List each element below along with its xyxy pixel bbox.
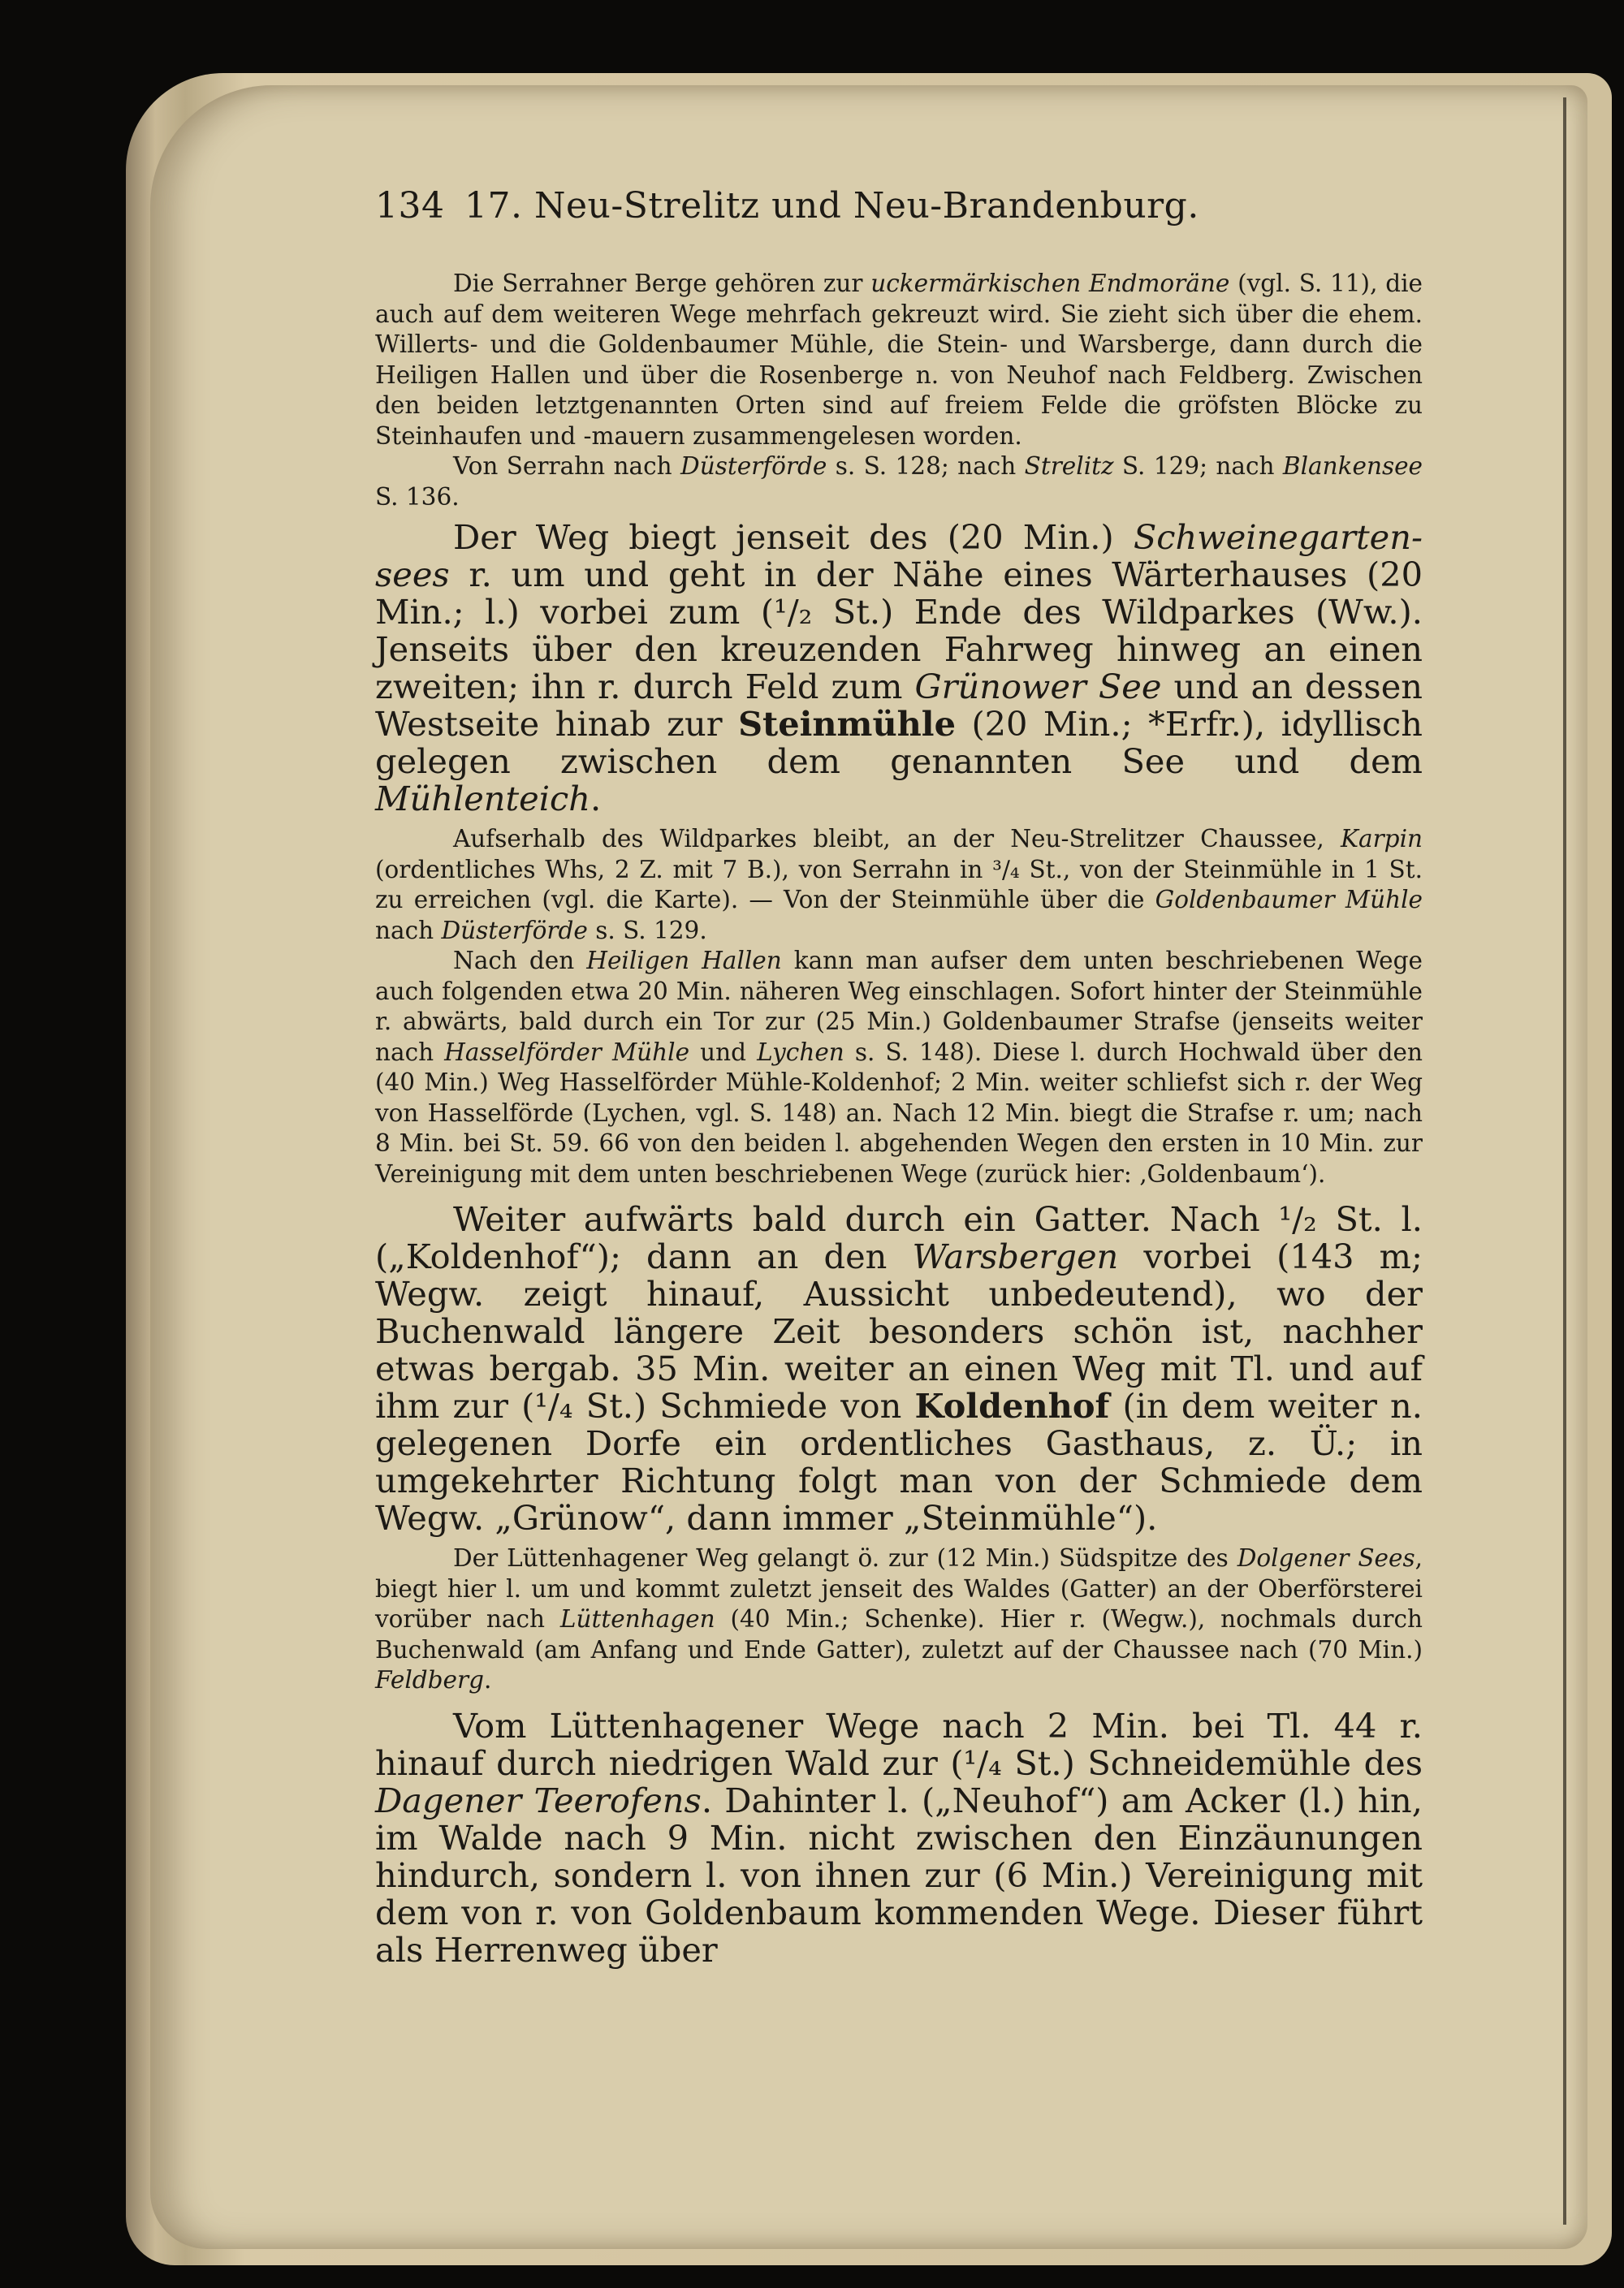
page-number: 134 — [375, 185, 445, 227]
paragraph-von-serrahn: Von Serrahn nach Düsterförde s. S. 128; nach Strelitz S. 129; nach Blankensee S. 136. — [375, 452, 1423, 511]
paragraph-weiter-aufwaerts: Weiter aufwärts bald durch ein Gatter. Nach ¹/₂ St. l. („Koldenhof“); dann an den Warsbergen vorbei (143 m; Wegw. zeigt hinauf, Aussicht unbedeutend), wo der Buchenwald längere Zeit besonders schön ist, nachher etwas bergab. 35 Min. weiter an einen Weg mit Tl. und auf ihm zur (¹/₄ St.) Schmiede von Koldenhof (in dem weiter n. gelegenen Dorfe ein ordentliches Gasthaus, z. Ü.; in umgekehrter Richtung folgt man von der Schmiede dem Wegw. „Grünow“, dann immer „Steinmühle“). — [375, 1199, 1423, 1538]
paragraph-luettenhagener-weg: Der Lüttenhagener Weg gelangt ö. zur (12 Min.) Südspitze des Dolgener Sees, biegt hier l. um und kommt zuletzt jenseit des Waldes (Gatter) an der Oberförsterei vorüber nach Lüttenhagen (40 Min.; Schenke). Hier r. (Wegw.), nochmals durch Buchenwald (am Anfang und Ende Gatter), zuletzt auf der Chaussee nach (70 Min.) Feldberg. — [375, 1544, 1423, 1694]
paragraph-heiligen-hallen: Nach den Heiligen Hallen kann man aufser dem unten beschriebenen Wege auch folgenden etwa 20 Min. näheren Weg einschlagen. Sofort hinter der Steinmühle r. abwärts, bald durch ein Tor zur (25 Min.) Goldenbaumer Strafse (jenseits weiter nach Hasselförder Mühle und Lychen s. S. 148). Diese l. durch Hochwald über den (40 Min.) Weg Hasselförder Mühle-Koldenhof; 2 Min. weiter schliefst sich r. der Weg von Hasselförde (Lychen, vgl. S. 148) an. Nach 12 Min. biegt die Strafse r. um; nach 8 Min. bei St. 59. 66 von den beiden l. abgehenden Wegen den ersten in 10 Min. zur Vereinigung mit dem unten beschriebenen Wege (zurück hier: ‚Goldenbaum‘). — [375, 947, 1423, 1188]
running-header — [375, 185, 1423, 227]
paragraph-vom-luettenhagener: Vom Lüttenhagener Wege nach 2 Min. bei Tl. 44 r. hinauf durch niedrigen Wald zur (¹/₄ St.) Schneidemühle des Dagener Teerofens. Dahinter l. („Neuhof“) am Acker (l.) hin, im Walde nach 9 Min. nicht zwischen den Einzäunungen hindurch, sondern l. von ihnen zur (6 Min.) Vereinigung mit dem von r. von Goldenbaum kommenden Wege. Dieser führt als Herrenweg über — [375, 1705, 1423, 1970]
paragraph-aufserhalb: Aufserhalb des Wildparkes bleibt, an der Neu-Strelitzer Chaussee, Karpin (ordentliches Whs, 2 Z. mit 7 B.), von Serrahn in ³/₄ St., von der Steinmühle in 1 St. zu erreichen (vgl. die Karte). — Von der Steinmühle über die Goldenbaumer Mühle nach Düsterförde s. S. 129. — [375, 825, 1423, 944]
chapter-title: 17. Neu-Strelitz und Neu-Brandenburg. — [464, 185, 1199, 227]
paragraph-serrahner-berge: Die Serrahner Berge gehören zur uckermärkischen Endmoräne (vgl. S. 11), die auch auf dem weiteren Wege mehrfach gekreuzt wird. Sie zieht sich über die ehem. Willerts- und die Goldenbaumer Mühle, die Stein- und Warsberge, dann durch die Heiligen Hallen und über die Rosenberge n. von Neuhof nach Feldberg. Zwischen den beiden letztgenannten Orten sind auf freiem Felde die gröfsten Blöcke zu Steinhaufen und -mauern zusammengelesen worden. — [375, 270, 1423, 450]
gutter-line — [1563, 97, 1566, 2225]
paragraph-der-weg-biegt: Der Weg biegt jenseit des (20 Min.) Schweinegarten-sees r. um und geht in der Nähe eines Wärterhauses (20 Min.; l.) vorbei zum (¹/₂ St.) Ende des Wildparkes (Ww.). Jenseits über den kreuzenden Fahrweg hinweg an einen zweiten; ihn r. durch Feld zum Grünower See und an dessen Westseite hinab zur Steinmühle (20 Min.; *Erfr.), idyllisch gelegen zwischen dem genannten See und dem Mühlenteich. — [375, 517, 1423, 818]
page-text — [375, 185, 1423, 1969]
